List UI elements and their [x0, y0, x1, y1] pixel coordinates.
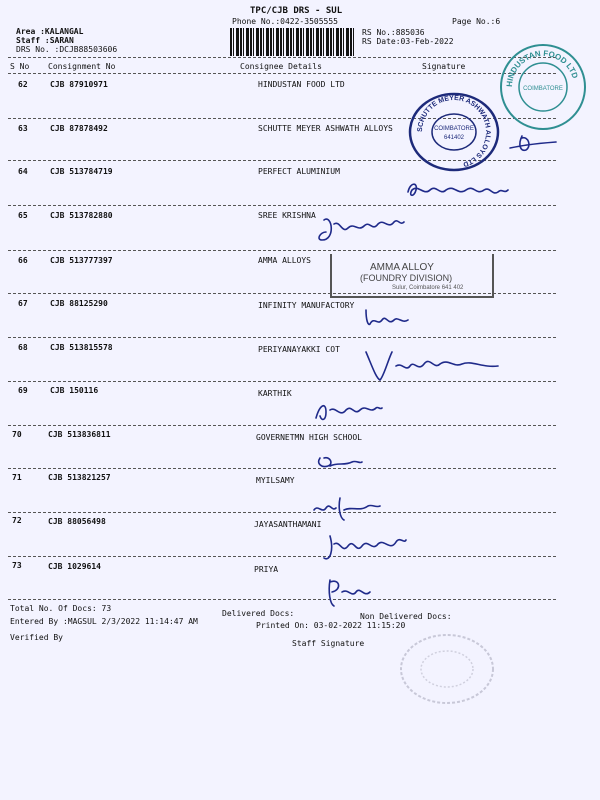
row-consignment: CJB 513784719: [50, 167, 113, 176]
printed-on: Printed On: 03-02-2022 11:15:20: [256, 621, 406, 630]
row-sno: 66: [18, 256, 28, 265]
row-consignee: JAYASANTHAMANI: [254, 520, 322, 529]
phone-number: Phone No.:0422-3505555: [232, 17, 338, 26]
row-sno: 70: [12, 430, 22, 439]
barcode: [230, 28, 356, 56]
row-divider: [8, 556, 556, 557]
row-sno: 62: [18, 80, 28, 89]
hindustan-stamp-city: COIMBATORE: [523, 86, 563, 92]
rs-number: RS No.:885036: [362, 28, 425, 37]
row-sno: 73: [12, 561, 22, 570]
amma-alloy-stamp: [330, 254, 494, 298]
row-consignee: SCHUTTE MEYER ASHWATH ALLOYS: [258, 124, 393, 133]
row-sno: 71: [12, 473, 22, 482]
col-consignment: Consignment No: [48, 62, 116, 71]
row-sno: 64: [18, 167, 28, 176]
signature-71: [310, 494, 382, 522]
staff-signature-label: Staff Signature: [292, 639, 365, 648]
row-consignee: MYILSAMY: [256, 476, 295, 485]
row-consignment: CJB 88125290: [50, 299, 108, 308]
signature-62: [508, 130, 558, 160]
row-consignee: GOVERNETMN HIGH SCHOOL: [256, 433, 362, 442]
row-divider: [8, 205, 556, 206]
row-consignee: INFINITY MANUFACTORY: [258, 301, 355, 310]
faded-stamp: [398, 632, 496, 706]
row-sno: 68: [18, 343, 28, 352]
row-consignment: CJB 150116: [50, 386, 99, 395]
row-divider: [8, 468, 556, 469]
row-consignee: AMMA ALLOYS: [258, 256, 311, 265]
page-number: Page No.:6: [452, 17, 501, 26]
header-divider-bottom: [8, 73, 556, 74]
row-divider: [8, 337, 556, 338]
row-divider: [8, 512, 556, 513]
row-consignee: PERIYANAYAKKI COT: [258, 345, 340, 354]
hindustan-stamp-text: HINDUSTAN FOOD LTD: [504, 48, 580, 88]
row-consignee: HINDUSTAN FOOD LTD: [258, 80, 345, 89]
row-sno: 72: [12, 516, 22, 525]
col-sno: S No: [10, 62, 30, 71]
col-signature: Signature: [422, 62, 466, 71]
non-delivered-docs: Non Delivered Docs:: [360, 612, 452, 621]
amma-stamp-division: (FOUNDRY DIVISION): [360, 273, 453, 283]
signature-72: [320, 530, 408, 566]
row-divider: [8, 425, 556, 426]
signature-73: [324, 576, 374, 610]
amma-stamp-address: Sulur, Coimbatore 641 402: [392, 285, 464, 291]
row-divider: [8, 599, 556, 600]
signature-69: [312, 396, 384, 424]
row-sno: 63: [18, 124, 28, 133]
row-consignment: CJB 513836811: [48, 430, 111, 439]
row-consignee: PRIYA: [254, 565, 279, 574]
schutte-stamp-pin: 641402: [443, 135, 465, 141]
signature-67: [362, 306, 410, 330]
schutte-meyer-stamp: [408, 92, 500, 172]
row-consignment: CJB 88056498: [48, 517, 106, 526]
row-consignment: CJB 513821257: [48, 473, 111, 482]
delivered-docs: Delivered Docs:: [222, 609, 295, 618]
row-divider: [8, 250, 556, 251]
signature-70: [314, 448, 364, 474]
signature-68: [362, 346, 502, 386]
row-consignment: CJB 513815578: [50, 343, 113, 352]
row-sno: 69: [18, 386, 28, 395]
row-consignee: KARTHIK: [258, 389, 292, 398]
entered-by: Entered By :MAGSUL 2/3/2022 11:14:47 AM: [10, 617, 198, 626]
row-consignment: CJB 1029614: [48, 562, 101, 571]
row-consignment: CJB 87910971: [50, 80, 108, 89]
row-consignee: PERFECT ALUMINIUM: [258, 167, 340, 176]
row-sno: 65: [18, 211, 28, 220]
signature-65: [314, 210, 406, 246]
header-divider-top: [8, 57, 556, 58]
row-consignment: CJB 87878492: [50, 124, 108, 133]
staff-label: Staff :SARAN: [16, 36, 74, 45]
col-consignee: Consignee Details: [240, 62, 322, 71]
verified-by: Verified By: [10, 633, 63, 642]
area-label: Area :KALANGAL: [16, 27, 84, 36]
doc-title: TPC/CJB DRS - SUL: [250, 6, 343, 16]
schutte-stamp-city: COIMBATORE: [434, 126, 474, 132]
schutte-stamp-text: SCHUTTE MEYER ASHWATH ALLOYS LTD: [416, 94, 492, 168]
row-sno: 67: [18, 299, 28, 308]
row-consignment: CJB 513782880: [50, 211, 113, 220]
total-docs: Total No. Of Docs: 73: [10, 604, 112, 613]
rs-date: RS Date:03-Feb-2022: [362, 37, 454, 46]
row-consignee: SREE KRISHNA: [258, 211, 316, 220]
signature-64: [404, 178, 510, 204]
hindustan-food-stamp: [498, 42, 588, 132]
amma-stamp-title: AMMA ALLOY: [370, 262, 434, 273]
drs-number: DRS No. :DCJB88503606: [16, 45, 118, 54]
row-consignment: CJB 513777397: [50, 256, 113, 265]
